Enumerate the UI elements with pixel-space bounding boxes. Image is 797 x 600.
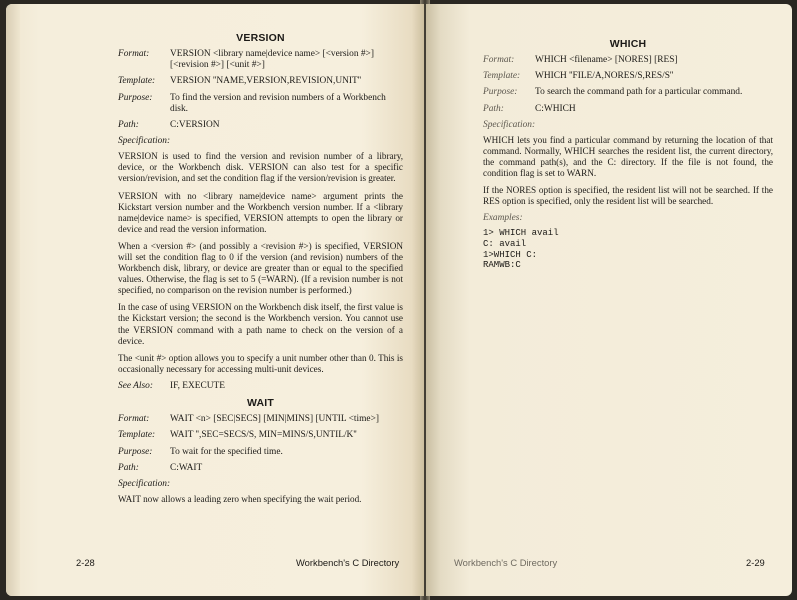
version-path-row	[118, 120, 403, 131]
specification-label: Specification:	[483, 119, 536, 130]
purpose-label: Purpose:	[483, 87, 518, 98]
format-label: Format:	[483, 55, 515, 65]
specification-label: Specification:	[118, 478, 171, 489]
see-also-label: See Also:	[118, 380, 153, 391]
purpose-value: To wait for the specified time.	[170, 446, 283, 457]
which-template-row	[483, 71, 773, 82]
wait-template-row	[118, 430, 403, 441]
left-page-content	[118, 28, 403, 511]
purpose-label: Purpose:	[118, 92, 153, 103]
example-line: 1> WHICH avail	[483, 228, 559, 239]
which-format-row	[483, 55, 773, 66]
purpose-value: To search the command path for a particular command.	[535, 87, 743, 98]
which-path-row	[483, 104, 773, 115]
page-edge	[6, 4, 20, 596]
path-label: Path:	[483, 103, 504, 114]
right-page	[426, 4, 792, 596]
version-template-row	[118, 76, 403, 87]
right-page-content	[483, 34, 773, 271]
right-page-number: 2-29	[746, 557, 765, 568]
template-value: VERSION ''NAME,VERSION,REVISION,UNIT''	[170, 76, 362, 87]
example-line: RAMWB:C	[483, 260, 521, 271]
path-value: C:WAIT	[170, 462, 203, 473]
path-label: Path:	[118, 120, 139, 131]
version-purpose-row	[118, 93, 403, 115]
see-also-value: IF, EXECUTE	[170, 380, 225, 391]
purpose-label: Purpose:	[118, 446, 153, 457]
wait-paragraph: WAIT now allows a leading zero when specifying the wait period.	[118, 493, 362, 504]
format-label: Format:	[118, 49, 150, 59]
version-paragraph: VERSION with no <library name|device name> argument prints the Kickstart version number and the Workbench version number. If a <library name|device name> is specified, VERSION attempts to open the library or device and read the version information.	[118, 190, 403, 234]
path-value: C:WHICH	[535, 103, 576, 114]
format-value: WAIT <n> [SEC|SECS] [MIN|MINS] [UNTIL <time>]	[170, 414, 379, 425]
version-format-row	[118, 49, 403, 71]
version-heading: VERSION	[236, 32, 285, 44]
which-paragraph: If the NORES option is specified, the resident list will not be searched. If the RES option is specified, only the resident list will be searched.	[483, 185, 773, 207]
example-line: 1>WHICH C:	[483, 249, 538, 260]
which-heading: WHICH	[609, 38, 647, 50]
path-value: C:VERSION	[170, 120, 220, 131]
template-label: Template:	[118, 430, 156, 441]
which-purpose-row	[483, 87, 773, 98]
purpose-value: To find the version and revision numbers of a Workbench disk.	[170, 92, 386, 114]
left-page	[6, 4, 424, 596]
template-label: Template:	[483, 71, 521, 82]
template-value: WHICH ''FILE/A,NORES/S,RES/S''	[535, 71, 674, 82]
version-paragraph: The <unit #> option allows you to specify a unit number other than 0. This is occasionally necessary for accessing multi-unit devices.	[118, 352, 403, 374]
version-paragraph: In the case of using VERSION on the Workbench disk itself, the first value is the Kickstart version; the second is the Workbench version. You cannot use the VERSION command with a path name to check on the version of a device.	[118, 302, 403, 346]
which-paragraph: WHICH lets you find a particular command by returning the location of that command. Normally, WHICH searches the resident list, the current directory, the command path(s), and the C: directory. If the file is not found, the condition flag is set to WARN.	[483, 134, 773, 179]
wait-purpose-row	[118, 447, 403, 458]
template-value: WAIT '',SEC=SECS/S, MIN=MINS/S,UNTIL/K''	[170, 430, 357, 441]
right-footer-title: Workbench's C Directory	[454, 557, 558, 568]
left-page-number: 2-28	[76, 557, 95, 568]
version-see-also-row	[118, 381, 403, 392]
wait-path-row	[118, 463, 403, 474]
format-value: VERSION <library name|device name> [<version #>] [<revision #>] [<unit #>]	[170, 49, 374, 71]
format-label: Format:	[118, 414, 150, 425]
example-line: C: avail	[483, 238, 527, 249]
template-label: Template:	[118, 76, 156, 87]
specification-label: Specification:	[118, 136, 171, 147]
left-footer-title: Workbench's C Directory	[296, 557, 400, 568]
wait-heading: WAIT	[246, 397, 275, 410]
format-value: WHICH <filename> [NORES] [RES]	[535, 55, 678, 65]
wait-format-row	[118, 414, 403, 425]
examples-label: Examples:	[483, 213, 523, 224]
version-paragraph: VERSION is used to find the version and revision number of a library, device, or the Workbench disk. VERSION can also test for a specific version/revision, and set the condition flag if the version/revision is greater.	[118, 151, 403, 184]
path-label: Path:	[118, 462, 139, 473]
version-paragraph: When a <version #> (and possibly a <revision #>) is specified, VERSION will set the condition flag to 0 if the version (and revision) numbers of the Workbench disk, library, or device are greater than or equal to the specified values. Otherwise, the flag is set to 5 (=WARN). (If a revision number is not specified, no comparison on the revision number is performed.)	[118, 240, 403, 296]
